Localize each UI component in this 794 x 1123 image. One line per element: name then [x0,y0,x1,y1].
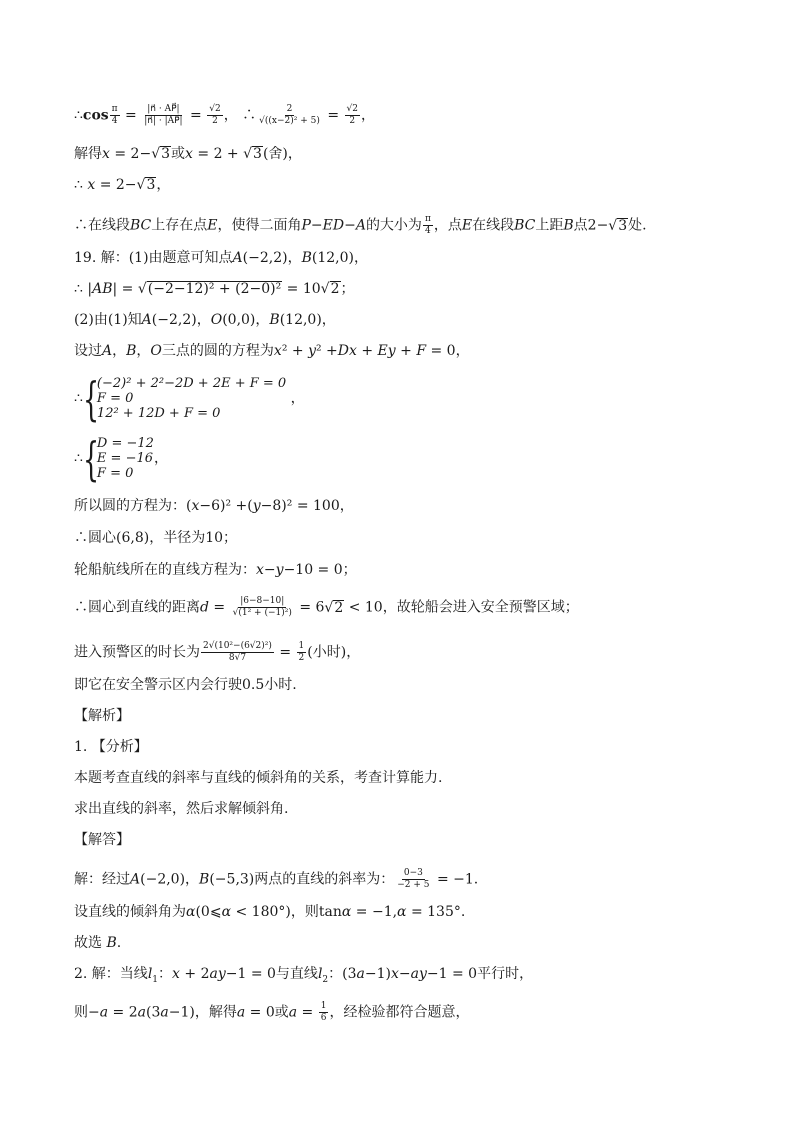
system-rows [97,436,154,481]
text-segment: 所以圆的方程为：( [74,498,192,514]
system-equation: F = 0 [96,391,134,406]
text-line [74,641,360,664]
text-segment: = [322,107,344,124]
text-segment: ∴圆心到直线的距离 [74,599,200,616]
text-segment: −1 = 0平行时， [426,966,534,982]
text-segment: (2)由(1)知 [74,312,142,328]
math-variable: O [210,312,223,328]
math-variable: x [185,146,193,162]
square-root [138,281,282,297]
denominator: 8√7 [228,653,247,663]
numerator: π [424,214,431,224]
text-segment: = −1. [432,871,479,888]
math-variable: α [341,904,352,920]
text-line [74,596,579,619]
text-line [74,214,647,237]
text-segment: 点2− [573,217,609,234]
text-segment: 的大小为 [365,217,422,234]
math-variable: P−ED−A [301,217,366,234]
square-root [324,600,344,616]
math-variable: A [130,871,141,888]
text-line [74,562,357,578]
text-segment: = 10 [282,281,321,297]
denominator: −2 + 5 [397,880,430,890]
math-variable: a [288,1004,298,1021]
text-segment: ：(3 [328,966,357,982]
numerator: 1 [320,1001,327,1011]
text-line [74,498,354,514]
radical-sign: √ [608,217,618,234]
text-segment: 轮船航线所在的直线方程为： [74,562,256,578]
text-segment: 即它在安全警示区内会行驶0.5小时. [74,677,297,693]
math-variable: y [252,498,261,514]
fraction [110,104,120,127]
square-root [137,177,157,193]
square-root [321,281,341,297]
numerator: √2 [209,104,221,114]
numerator: 2 [286,104,293,114]
math-variable: ay [209,966,226,982]
left-brace: { [82,371,100,426]
numerator: 0−3 [403,868,423,878]
denominator: 2 [212,116,218,126]
text-segment: ² + [315,343,338,359]
text-line [74,868,478,891]
math-variable: B [301,250,312,266]
fraction [142,104,184,127]
text-line [74,801,288,817]
text-segment: 上存在点 [151,217,208,234]
text-segment: ∴圆心(6,8)，半径为10； [74,530,238,546]
text-line [74,770,442,786]
text-segment: ∴在线段 [74,217,130,234]
numerator: 1 [298,641,305,651]
text-line [74,250,368,266]
text-segment: = 0或 [245,1004,289,1021]
math-variable: d [200,599,209,616]
math-variable: E [207,217,218,234]
denominator: √(1² + (−1)²) [232,608,292,618]
math-variable: Dx [337,343,357,359]
text-segment: 处. [628,217,647,234]
text-segment: 在线段 [472,217,515,234]
square-root [151,146,171,162]
text-segment: 【解析】 [74,708,130,724]
radicand: 2 [334,599,344,616]
system-rows [97,376,286,421]
text-line [74,708,130,724]
text-segment: − [398,966,411,982]
text-segment: (0⩽ [195,904,222,920]
denominator: 4 [425,226,431,236]
text-segment: (3 [146,1004,161,1021]
math-variable: B [563,217,574,234]
fraction [207,104,222,127]
text-segment: ∴ [74,177,88,193]
text-segment: 2. 解：当线 [74,966,148,982]
text-line [74,1001,469,1024]
text-segment: (−5,3)两点的直线的斜率为： [209,871,395,888]
subscript: 1 [152,974,159,985]
text-segment: = [120,107,142,124]
text-segment: < 180°)，则tan [231,904,342,920]
text-segment: 本题考查直线的斜率与直线的倾斜角的关系，考查计算能力. [74,770,443,786]
text-line [74,935,121,951]
text-segment: (−2,2)， [242,250,302,266]
numerator: 2√(10²−(6√2)²) [203,641,272,651]
text-segment: = 0， [426,343,470,359]
text-line [74,343,470,359]
math-variable: A [102,343,113,359]
text-segment: = [274,644,296,661]
denominator: 2 [349,116,356,126]
text-line [74,281,355,297]
numerator: √2 [346,104,358,114]
text-segment: ∴ [74,390,83,407]
system-equation: E = −16 [96,451,154,466]
radicand: 3 [161,146,171,162]
text-segment: ， [136,343,151,359]
text-segment: = 2− [95,177,137,193]
text-segment: (12,0)， [279,312,336,328]
fraction [231,596,294,619]
text-segment: ∴ [74,450,83,467]
math-variable: a [236,1004,246,1021]
math-variable: x [172,966,180,982]
left-brace: { [82,431,100,486]
math-variable: Ey [377,343,396,359]
math-variable: x [256,562,264,578]
radicand: 3 [618,217,628,234]
square-root [608,218,628,234]
text-segment: 【解答】 [74,832,130,848]
text-line [74,530,237,546]
text-segment: = 135°. [406,904,466,920]
math-variable: α [186,904,196,920]
fraction [395,868,431,891]
text-segment: ， [360,107,375,124]
system-equation: 12² + 12D + F = 0 [96,406,221,421]
math-variable: B [106,935,117,951]
math-variable: BC [130,217,152,234]
radical-sign: √ [320,281,330,297]
text-segment: ， [286,390,305,407]
text-segment: ； [340,281,355,297]
subscript: 2 [322,974,329,985]
fraction [257,104,322,127]
text-segment: = −1, [351,904,398,920]
text-segment: 或 [171,146,186,162]
text-segment: −10 = 0； [283,562,357,578]
radical-sign: √ [324,599,334,616]
fraction [201,641,274,664]
text-segment: 设直线的倾斜角为 [74,904,186,920]
text-segment: | = [112,281,138,297]
denominator: 4 [111,116,118,126]
math-variable: a [137,1004,146,1021]
math-variable: a [356,966,365,982]
text-segment: = 2 [108,1004,138,1021]
math-variable: l [317,966,323,982]
text-segment: + [395,343,417,359]
text-segment: ， ∴ [223,107,257,124]
math-variable: x [191,498,200,514]
denominator: √((x−2)² + 5) [259,116,320,126]
text-segment: 19. 解：(1)由题意可知点 [74,250,233,266]
radicand: 2 [330,281,340,297]
text-line [74,832,130,848]
text-segment: (12,0)， [311,250,368,266]
text-segment: 则− [74,1004,100,1021]
text-segment: = [185,107,207,124]
text-line [74,739,148,755]
text-line [74,371,305,426]
math-variable: B [126,343,137,359]
text-segment: ，使得二面角 [217,217,302,234]
math-variable: AB [92,281,113,297]
text-segment: 求出直线的斜率，然后求解倾斜角. [74,801,289,817]
math-variable: BC [514,217,536,234]
text-segment: ，点 [433,217,462,234]
math-variable: O [150,343,162,359]
denominator: 6 [320,1013,327,1023]
system-equation: (−2)² + 2²−2D + 2E + F = 0 [96,376,287,391]
text-segment: + 2 [179,966,210,982]
radicand: 3 [146,177,156,193]
text-segment: 1. 【分析】 [74,739,148,755]
text-segment: ∴ [74,107,83,124]
text-segment: (0,0)， [222,312,270,328]
system-equation: D = −12 [96,436,154,451]
radical-sign: √ [151,146,161,162]
text-segment: ² + [281,343,309,359]
text-segment: −1 = 0与直线 [225,966,318,982]
text-segment: ： [158,966,173,982]
text-segment: −8)² = 100， [260,498,354,514]
math-variable: α [221,904,232,920]
equation-system [82,371,287,426]
text-segment: (舍)， [262,146,302,162]
text-segment: ，经检验都符合题意， [329,1004,470,1021]
text-segment: = [297,1004,318,1021]
text-line [74,677,297,693]
text-line [74,146,302,162]
text-segment: cos [82,107,109,124]
text-line [74,431,168,486]
math-variable: F [416,343,427,359]
text-segment: ， [156,177,171,193]
numerator: |n⃗ · AP⃗| [147,104,180,114]
text-segment: −6)² +( [199,498,253,514]
text-segment: 解：经过 [74,871,130,888]
math-variable: A [141,312,152,328]
text-segment: (小时)， [307,644,361,661]
radical-sign: √ [137,281,147,297]
math-variable: y [275,562,284,578]
text-segment: 三点的圆的方程为 [161,343,274,359]
text-segment: = [208,599,230,616]
numerator: |6−8−10| [240,596,285,606]
denominator: 2 [298,653,305,663]
text-segment: (−2,2)， [151,312,211,328]
math-variable: l [147,966,153,982]
text-line [74,312,336,328]
math-variable: a [160,1004,169,1021]
math-variable: α [397,904,407,920]
text-line [74,966,534,985]
radicand: 3 [253,146,262,162]
text-segment: = 6 [294,599,325,616]
fraction [319,1001,329,1024]
text-line [74,104,375,127]
system-equation: F = 0 [96,466,134,481]
text-segment: . [116,935,122,951]
square-root [243,146,263,162]
text-segment: −1)，解得 [168,1004,237,1021]
math-variable: E [461,217,473,234]
text-line [74,177,170,193]
numerator: π [111,104,118,114]
text-segment: −1) [364,966,391,982]
text-segment: = 2 + [192,146,244,162]
fraction [297,641,307,664]
math-variable: ay [410,966,427,982]
fraction [345,104,360,127]
radicand: (−2−12)² + (2−0)² [147,281,282,297]
denominator: |n⃗| · |AP⃗| [144,116,183,126]
text-segment: 故选 [74,935,107,951]
math-variable: B [269,312,280,328]
text-segment: + [356,343,378,359]
text-segment: 进入预警区的时长为 [74,644,200,661]
text-segment: − [263,562,276,578]
text-segment: (−2,0)， [140,871,200,888]
math-variable: x [391,966,399,982]
text-segment: ∴ | [74,281,93,297]
equation-system [82,431,154,486]
text-segment: ， [112,343,127,359]
text-segment: 上距 [535,217,564,234]
math-variable: x [102,146,110,162]
text-segment: 解得 [74,146,102,162]
radical-sign: √ [136,177,146,193]
math-variable: y [308,343,316,359]
text-segment: ， [153,450,168,467]
text-segment: = 2− [109,146,152,162]
math-variable: x [87,177,96,193]
math-variable: x [273,343,282,359]
fraction [423,214,433,237]
text-segment: 设过 [74,343,102,359]
math-variable: B [199,871,210,888]
text-segment: < 10，故轮船会进入安全预警区域； [344,599,579,616]
text-line [74,904,465,920]
radical-sign: √ [243,146,253,162]
math-variable: a [99,1004,109,1021]
math-variable: A [232,250,243,266]
